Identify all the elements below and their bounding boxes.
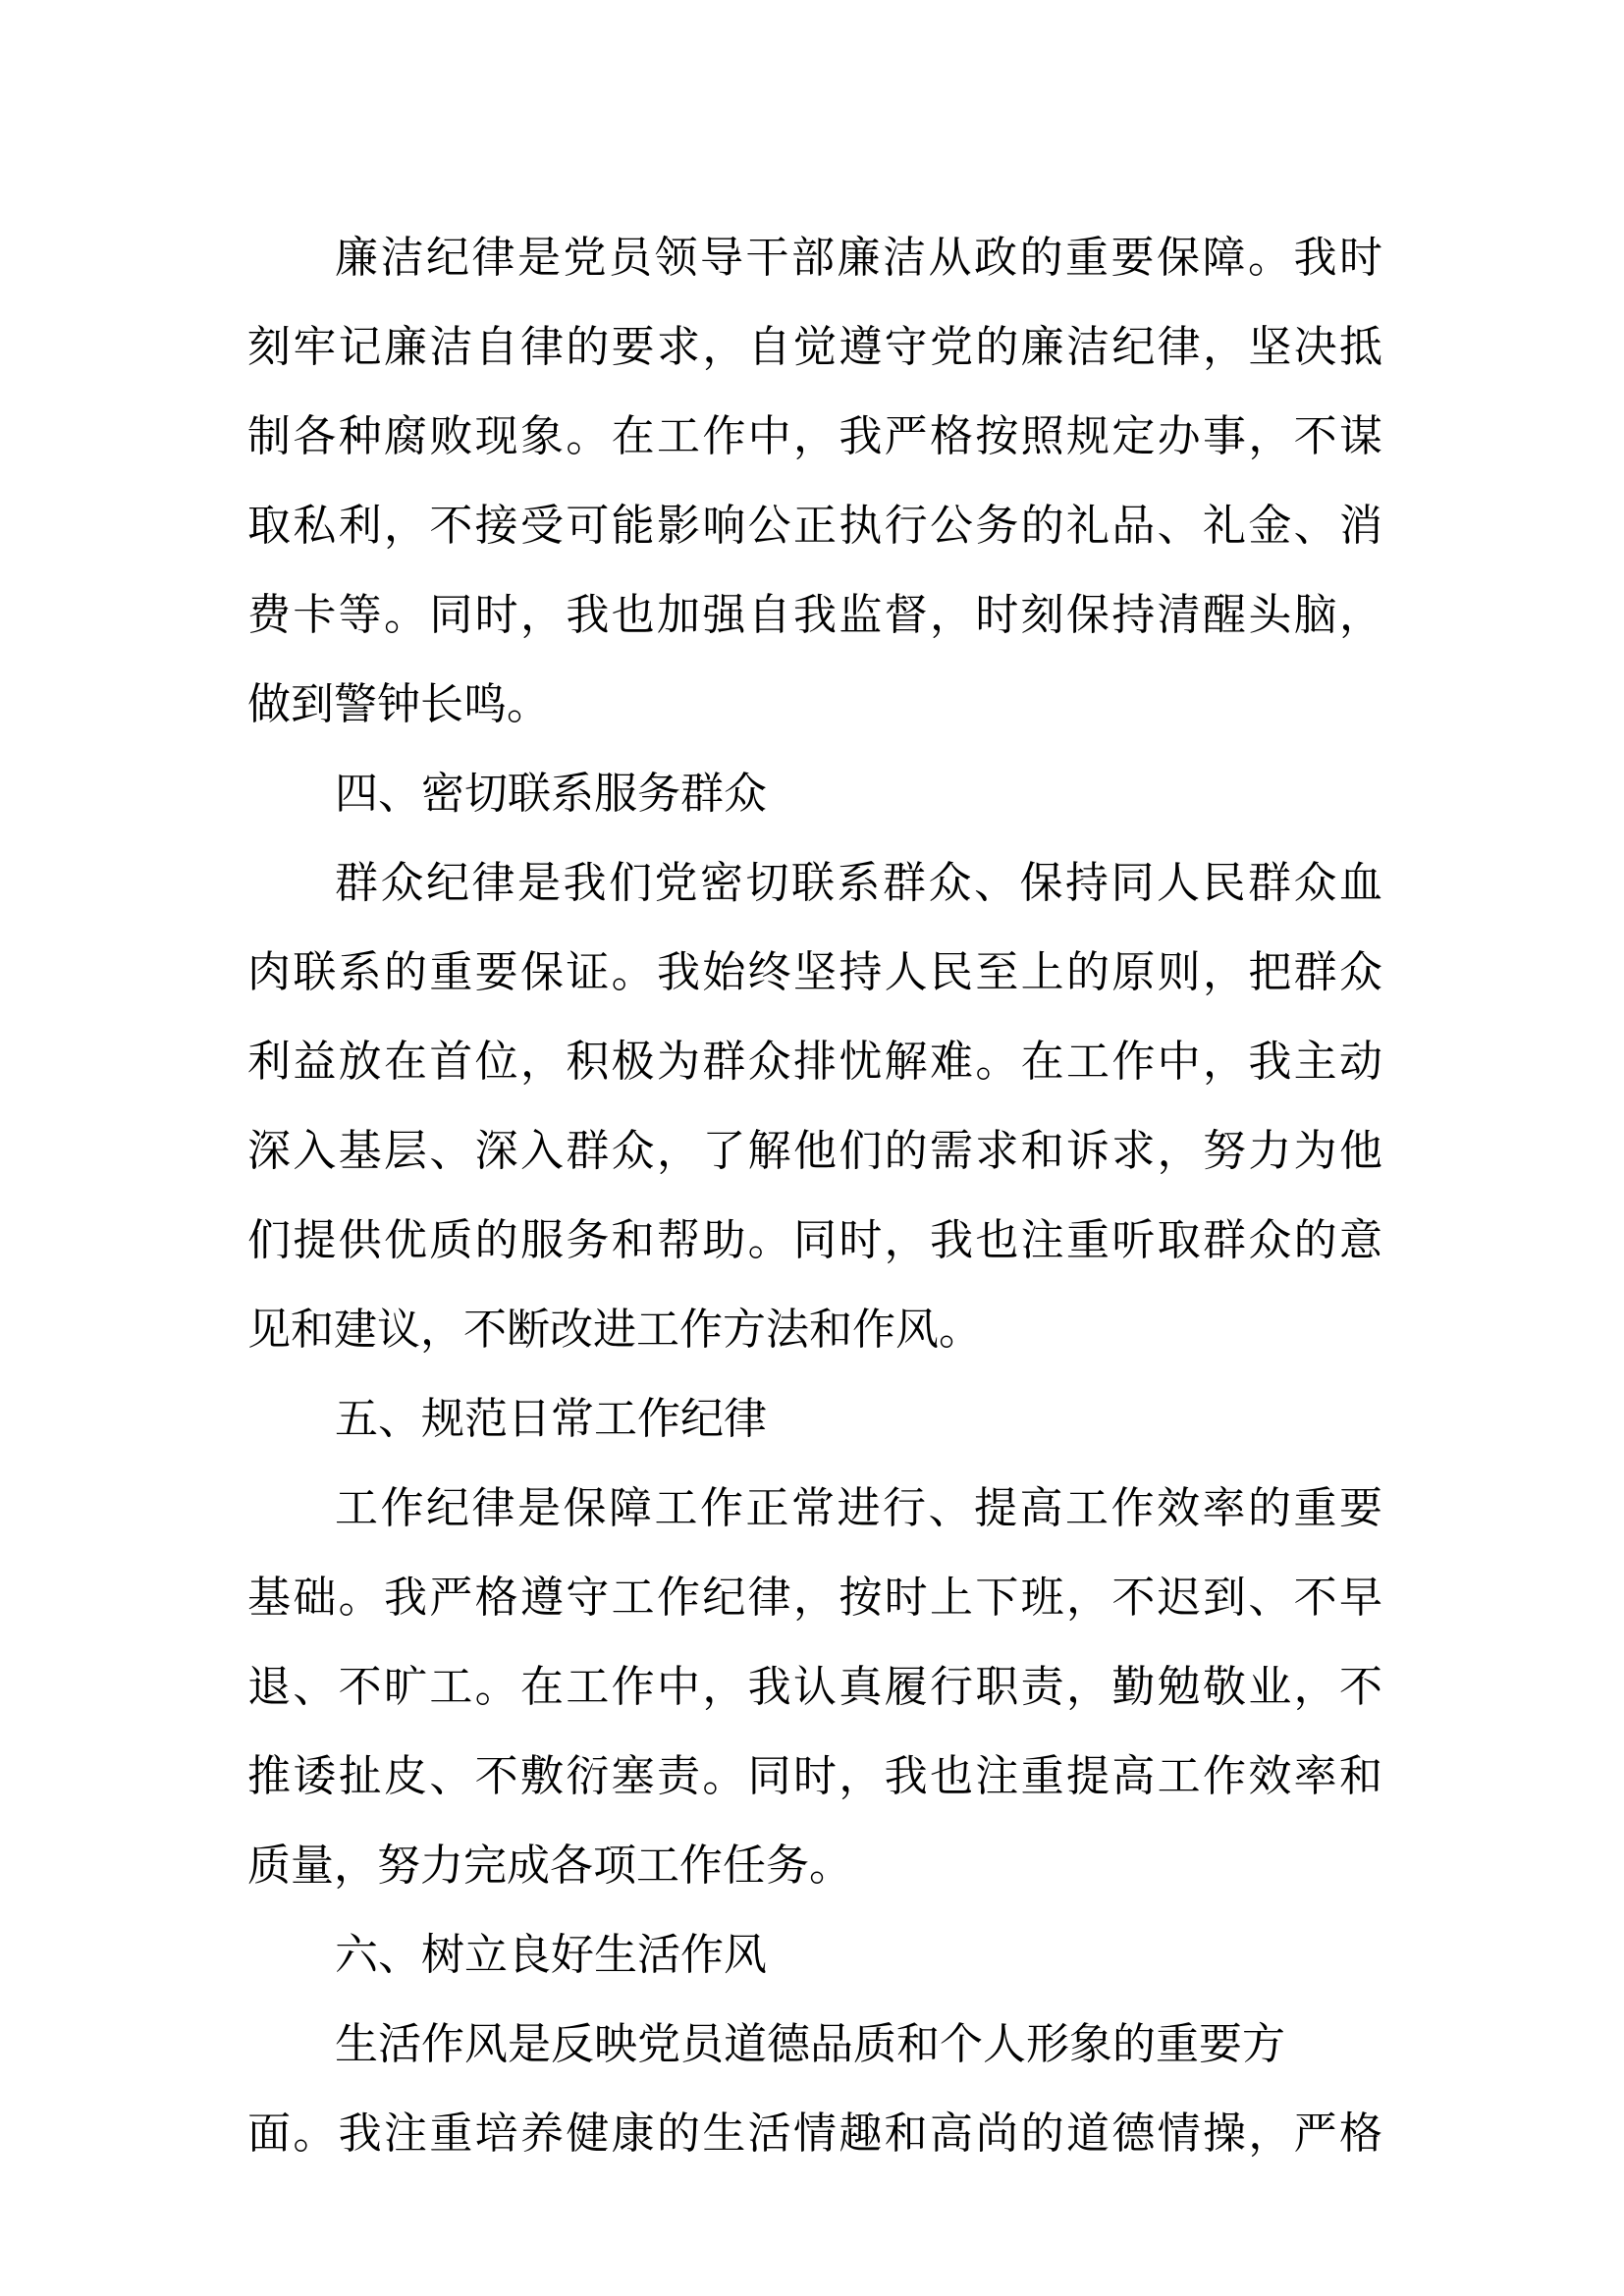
text-line: 取私利，不接受可能影响公正执行公务的礼品、礼金、消 xyxy=(247,501,1382,551)
text-line: 深入基层、深入群众，了解他们的需求和诉求，努力为他 xyxy=(247,1126,1382,1176)
text-line: 见和建议，不断改进工作方法和作风。 xyxy=(247,1305,982,1355)
section-heading xyxy=(247,1910,1382,2000)
text-line: 六、树立良好生活作风 xyxy=(335,1930,767,1980)
text-line: 制各种腐败现象。在工作中，我严格按照规定办事，不谋 xyxy=(247,411,1382,461)
text-line: 基础。我严格遵守工作纪律，按时上下班，不迟到、不早 xyxy=(247,1573,1382,1623)
document-page xyxy=(247,213,1382,2178)
text-line: 刻牢记廉洁自律的要求，自觉遵守党的廉洁纪律，坚决抵 xyxy=(247,322,1382,372)
text-line: 费卡等。同时，我也加强自我监督，时刻保持清醒头脑， xyxy=(247,590,1382,640)
text-line: 群众纪律是我们党密切联系群众、保持同人民群众血 xyxy=(335,858,1382,908)
text-line: 廉洁纪律是党员领导干部廉洁从政的重要保障。我时 xyxy=(335,233,1382,283)
text-line: 面。我注重培养健康的生活情趣和高尚的道德情操，严格 xyxy=(247,2109,1382,2159)
text-line: 四、密切联系服务群众 xyxy=(335,769,767,819)
text-line: 五、规范日常工作纪律 xyxy=(335,1394,767,1444)
paragraph xyxy=(247,2000,1382,2178)
text-line: 推诿扯皮、不敷衍塞责。同时，我也注重提高工作效率和 xyxy=(247,1751,1382,1801)
section-heading xyxy=(247,749,1382,838)
section-heading xyxy=(247,1374,1382,1464)
text-line: 工作纪律是保障工作正常进行、提高工作效率的重要 xyxy=(335,1483,1382,1533)
text-line: 做到警钟长鸣。 xyxy=(247,679,550,729)
text-line: 生活作风是反映党员道德品质和个人形象的重要方 xyxy=(335,2019,1285,2069)
text-line: 退、不旷工。在工作中，我认真履行职责，勤勉敬业，不 xyxy=(247,1662,1382,1712)
paragraph xyxy=(247,838,1382,1374)
text-line: 质量，努力完成各项工作任务。 xyxy=(247,1841,852,1891)
text-line: 利益放在首位，积极为群众排忧解难。在工作中，我主动 xyxy=(247,1037,1382,1087)
text-line: 肉联系的重要保证。我始终坚持人民至上的原则，把群众 xyxy=(247,947,1382,997)
text-line: 们提供优质的服务和帮助。同时，我也注重听取群众的意 xyxy=(247,1215,1382,1265)
paragraph xyxy=(247,1464,1382,1910)
paragraph xyxy=(247,213,1382,749)
